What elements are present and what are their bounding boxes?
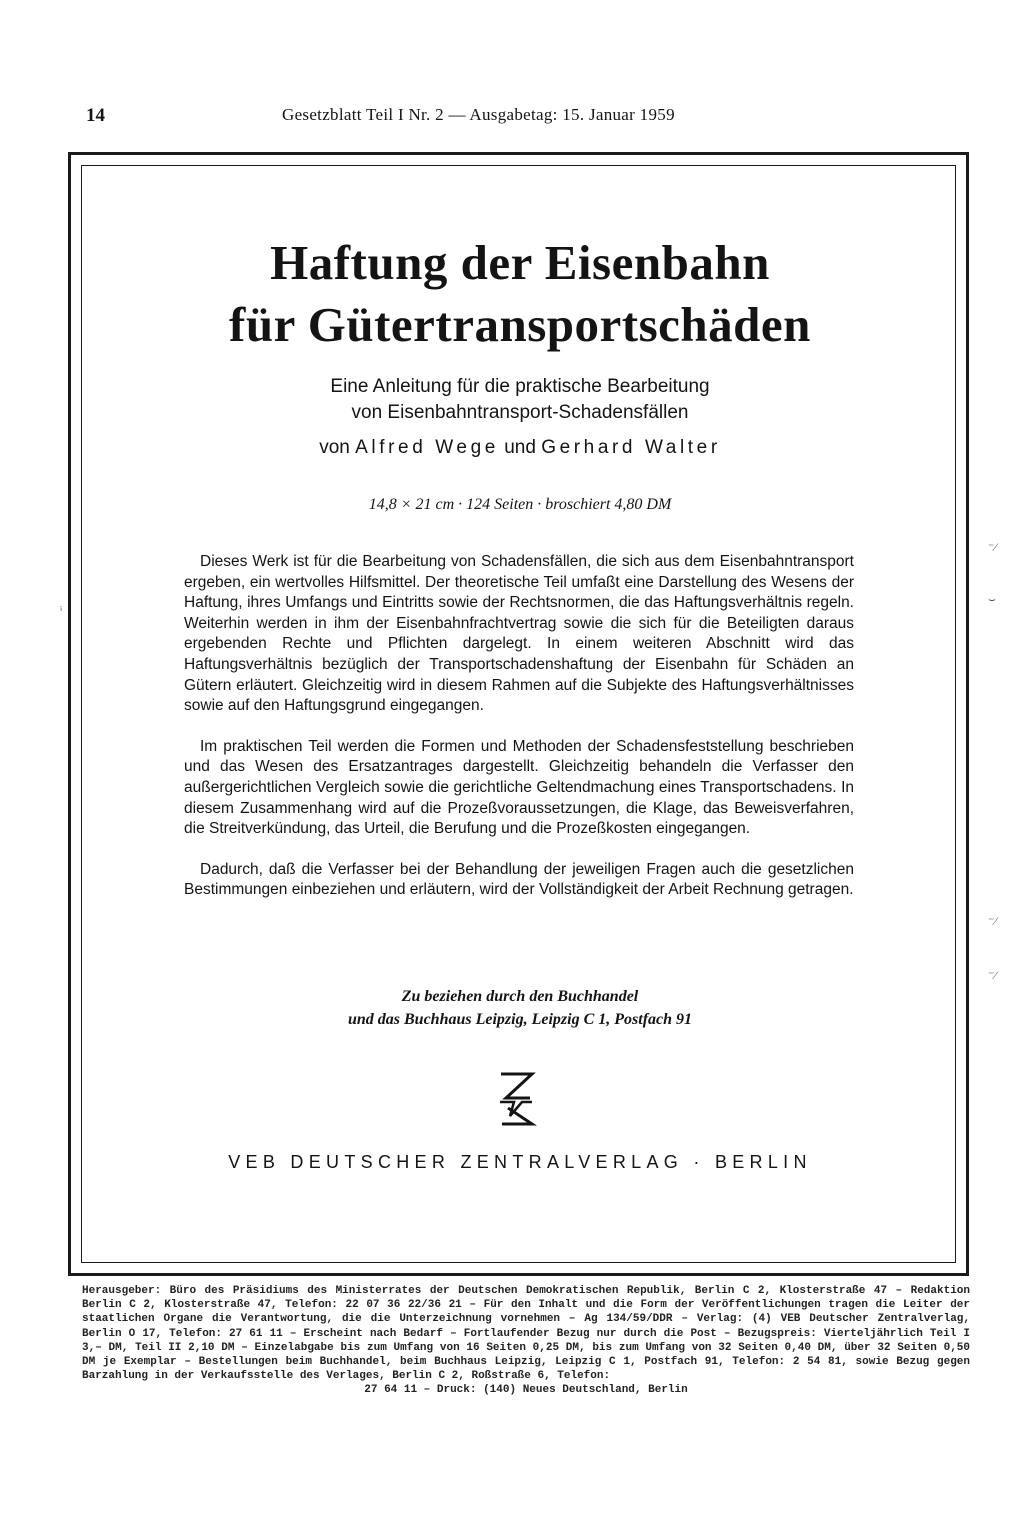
imprint-footer <box>82 1284 970 1398</box>
book-authors <box>120 437 920 459</box>
imprint-text: Herausgeber: Büro des Präsidiums des Ministerrates der Deutschen Demokratischen Republik, Berlin C 2, Klosterstraße 47 – Redaktion Berlin C 2, Klosterstraße 47, Telefon: 22 07 36 22/36 21 – Für den Inhalt und die Form der Veröffentlichungen tragen die Leiter der staatlichen Organe die Verantwortung, die die Unterzeichnung vornehmen – Ag 134/59/DDR – Verlag: (4) VEB Deutscher Zentralverlag, Berlin O 17, Telefon: 27 61 11 – Erscheint nach Bedarf – Fortlaufender Bezug nur durch die Post – Bezugspreis: Vierteljährlich Teil I 3,– DM, Teil II 2,10 DM – Einzelabgabe bis zum Umfang von 16 Seiten 0,25 DM, bis zum Umfang von 32 Seiten 0,40 DM, über 32 Seiten 0,50 DM je Exemplar – Bestellungen beim Buchhandel, beim Buchhaus Leipzig, Leipzig C 1, Postfach 91, Telefon: 2 54 81, sowie Bezug gegen Barzahlung in der Verkaufsstelle des Verlages, Berlin C 2, Roßstraße 6, Telefon: <box>82 1285 970 1383</box>
margin-mark: ⁻⁄ <box>988 968 997 982</box>
page-header <box>86 103 886 129</box>
book-title <box>120 232 920 356</box>
author-2: Gerhard Walter <box>541 437 721 458</box>
running-title: Gesetzblatt Teil I Nr. 2 — Ausgabetag: 15. Januar 1959 <box>282 105 675 124</box>
book-title-line2: für Gütertransportschäden <box>229 297 811 352</box>
publisher-name: VEB DEUTSCHER ZENTRALVERLAG · BERLIN <box>228 1152 812 1172</box>
book-specs: 14,8 × 21 cm · 124 Seiten · broschiert 4,80 DM <box>368 496 672 513</box>
publisher-logo-icon <box>492 1068 540 1128</box>
imprint-last-line: 27 64 11 – Druck: (140) Neues Deutschland, Berlin <box>364 1384 688 1397</box>
margin-mark: ⁱ <box>60 604 63 618</box>
margin-mark: ⁻⁄ <box>988 540 997 554</box>
authors-prefix: von <box>319 437 350 458</box>
authors-conjunction: und <box>504 437 536 458</box>
order-info <box>120 985 920 1031</box>
book-subtitle-line2: von Eisenbahntransport-Schadensfällen <box>351 402 689 423</box>
book-description <box>184 552 854 921</box>
description-paragraph-1: Dieses Werk ist für die Bearbeitung von Schadensfällen, die sich aus dem Eisenbahntransport ergeben, ein wertvolles Hilfsmittel. Der theoretische Teil umfaßt eine Darstellung des Wesens der Haftung, ihres Umfangs und Eintritts sowie der Rechtsnormen, die das Haftungsverhältnis regeln. Weiterhin werden in ihm der Eisenbahnfrachtvertrag sowie die sich für die Beteiligten daraus ergebenden Rechte und Pflichten dargelegt. In einem weiteren Abschnitt wird das Haftungsverhältnis bezüglich der Transportschadenshaftung der Eisenbahn für Schäden an Gütern erläutert. Gleichzeitig wird in diesem Rahmen auf die Subjekte des Haftungsverhältnisses sowie auf den Haftungsgrund eingegangen. <box>184 553 854 715</box>
book-subtitle <box>120 374 920 426</box>
order-info-line1: Zu beziehen durch den Buchhandel <box>401 988 639 1005</box>
book-title-line1: Haftung der Eisenbahn <box>270 235 770 290</box>
margin-mark: ⁻⁄ <box>988 914 997 928</box>
description-paragraph-2: Im praktischen Teil werden die Formen und Methoden der Schadensfeststellung beschrieben und das Wesen des Ersatzantrages dargestellt. Gleichzeitig behandeln die Verfasser den außergerichtlichen Vergleich sowie die gerichtliche Geltendmachung eines Transportschadens. In diesem Zusammenhang wird auf die Prozeßvoraussetzungen, die Klage, das Beweisverfahren, die Streitverkündung, das Urteil, die Berufung und die Prozeßkosten eingegangen. <box>184 737 854 838</box>
margin-mark: ⌣ <box>988 592 996 606</box>
page-number: 14 <box>86 105 105 126</box>
order-info-line2: und das Buchhaus Leipzig, Leipzig C 1, Postfach 91 <box>347 1011 693 1028</box>
description-paragraph-3: Dadurch, daß die Verfasser bei der Behandlung der jeweiligen Fragen auch die gesetzlichen Bestimmungen einbeziehen und erläutern, wird der Vollständigkeit der Arbeit Rechnung getragen. <box>184 860 854 899</box>
book-subtitle-line1: Eine Anleitung für die praktische Bearbeitung <box>330 376 710 397</box>
author-1: Alfred Wege <box>355 437 499 458</box>
